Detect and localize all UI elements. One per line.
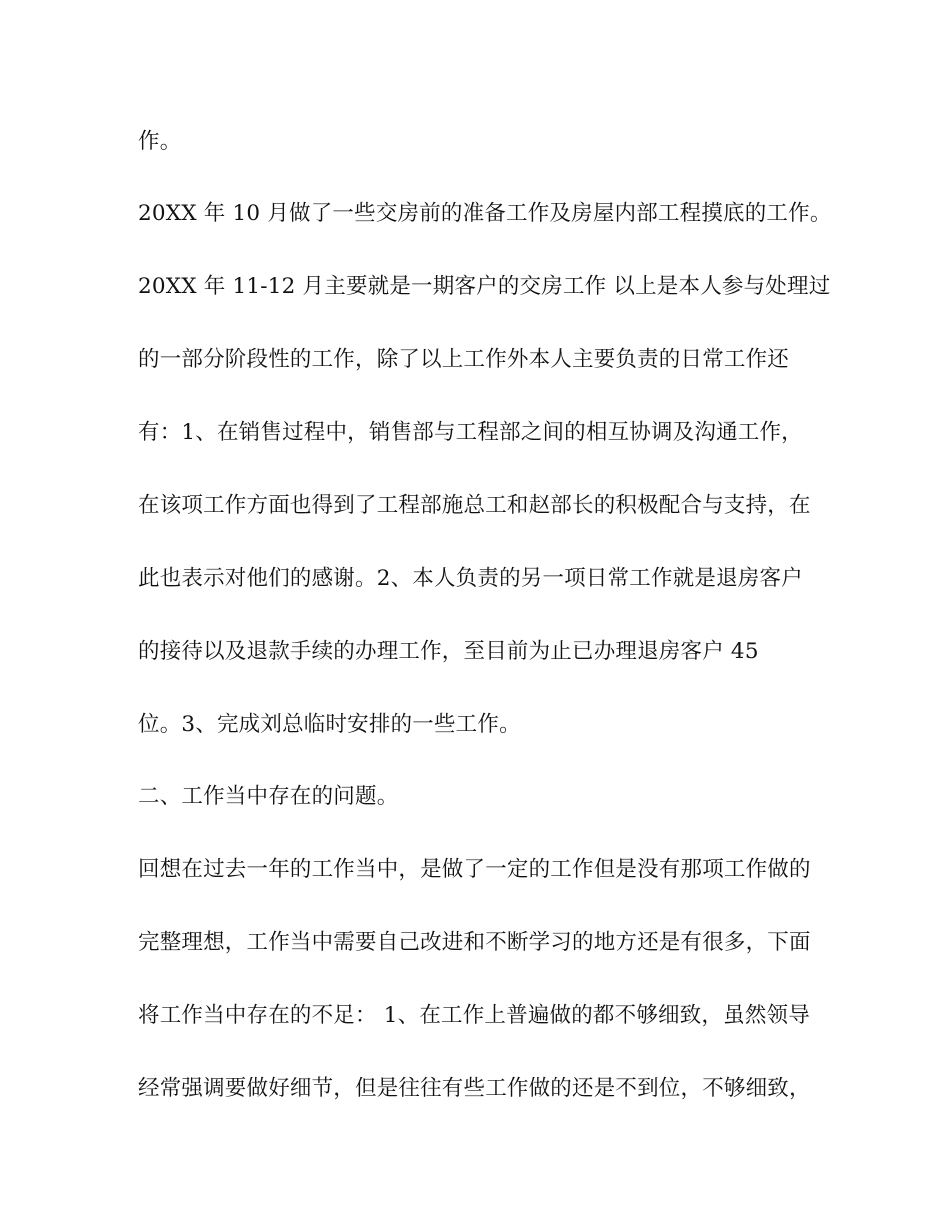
text-line: 回想在过去一年的工作当中，是做了一定的工作但是没有那项工作做的 [138, 857, 811, 882]
text-line: 20XX 年 10 月做了一些交房前的准备工作及房屋内部工程摸底的工作。 [138, 201, 832, 226]
text-line: 有：1、在销售过程中，销售部与工程部之间的相互协调及沟通工作， [138, 420, 803, 445]
text-line: 的一部分阶段性的工作，除了以上工作外本人主要负责的日常工作还 [138, 347, 790, 372]
text-line: 的接待以及退款手续的办理工作，至目前为止已办理退房客户 45 [138, 639, 759, 664]
text-line: 20XX 年 11-12 月主要就是一期客户的交房工作 以上是本人参与处理过 [138, 274, 831, 299]
text-line: 作。 [138, 129, 182, 154]
section-heading: 二、工作当中存在的问题。 [138, 784, 399, 809]
text-line: 完整理想，工作当中需要自己改进和不断学习的地方还是有很多，下面 [138, 930, 811, 955]
text-line: 在该项工作方面也得到了工程部施总工和赵部长的积极配合与支持，在 [138, 493, 811, 518]
text-line: 经常强调要做好细节，但是往往有些工作做的还是不到位，不够细致， [138, 1076, 811, 1101]
text-line: 此也表示对他们的感谢。2、本人负责的另一项日常工作就是退房客户 [138, 566, 803, 591]
text-line: 位。3、完成刘总临时安排的一些工作。 [138, 712, 521, 737]
text-line: 将工作当中存在的不足： 1、在工作上普遍做的都不够细致，虽然领导 [138, 1003, 810, 1028]
